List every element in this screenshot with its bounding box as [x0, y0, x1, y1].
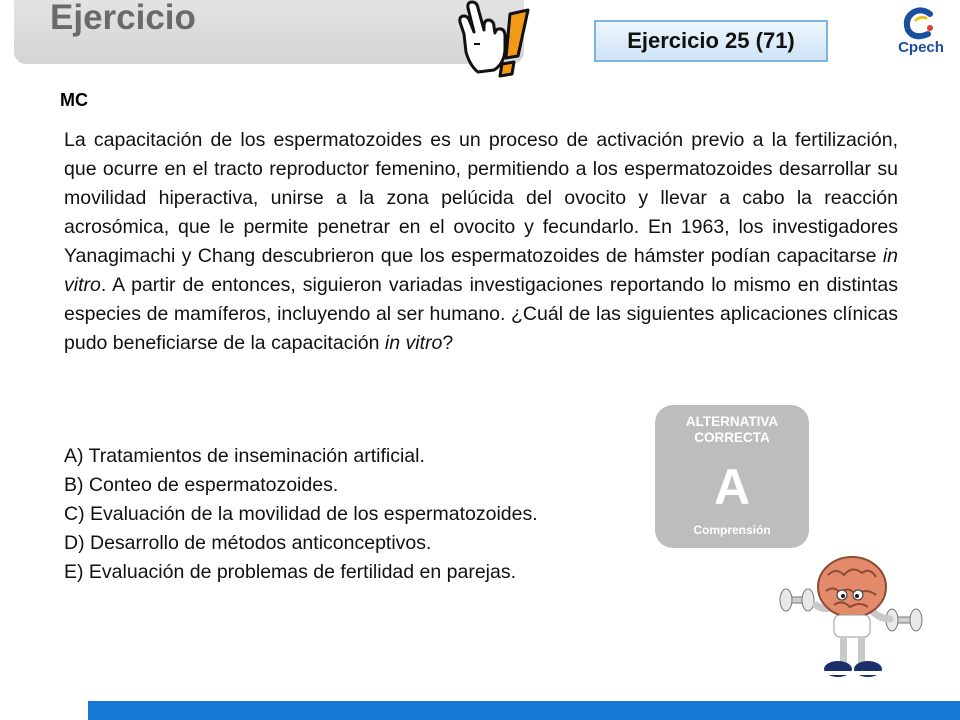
question-type-label: MC [60, 90, 88, 110]
option-b[interactable]: B) Conteo de espermatozoides. [64, 474, 339, 496]
cpech-logo [892, 6, 950, 62]
question-text-part: La capacitación de los espermatozoides es un proceso de activación previo a la fertilización, que ocurre en el tracto reproductor femenino, permitiendo a los espermatozoides desarrollar su movilidad hiperactiva, unirse a la zona pelúcida del ovocito y llevar a cabo la reacción acrosómica, que le permite penetrar en el ovocito y fecundarlo. En 1963, los investigadores Yanagimachi y Chang descubrieron que los espermatozoides de hámster podían capacitarse [64, 129, 898, 267]
logo-c-icon [892, 6, 950, 42]
answer-heading-line: CORRECTA [694, 430, 770, 445]
answer-skill: Comprensión [693, 523, 771, 537]
question-text-part: ? [442, 332, 454, 354]
page-title: Ejercicio [50, 0, 196, 37]
option-d[interactable]: D) Desarrollo de métodos anticonceptivos. [64, 532, 432, 554]
answer-options [64, 442, 664, 587]
option-e[interactable]: E) Evaluación de problemas de fertilidad en parejas. [64, 561, 517, 583]
answer-heading-line: ALTERNATIVA [685, 414, 779, 429]
pointing-hand-exclamation-icon [452, 0, 532, 82]
option-a[interactable]: A) Tratamientos de inseminación artificial. [64, 445, 425, 467]
brain-mascot-with-dumbbells [776, 545, 926, 695]
question-italic-term: in vitro [384, 332, 443, 354]
title-bar [14, 0, 524, 64]
correct-answer-box [655, 405, 809, 548]
bottom-accent-bar [88, 701, 960, 720]
option-c[interactable]: C) Evaluación de la movilidad de los espermatozoides. [64, 503, 538, 525]
answer-heading [655, 414, 809, 446]
answer-letter: A [713, 459, 751, 515]
question-text [64, 126, 898, 358]
question-italic-term: in vitro [64, 245, 898, 296]
exercise-number-badge: Ejercicio 25 (71) [594, 20, 828, 62]
dumbbell-icon [780, 589, 814, 611]
logo-text: Cpech [898, 39, 944, 56]
question-text-part: . A partir de entonces, siguieron variadas investigaciones reportando lo mismo en distintas especies de mamíferos, incluyendo al ser humano. ¿Cuál de las siguientes aplicaciones clínicas pudo beneficiarse de la capacitación [64, 274, 898, 354]
